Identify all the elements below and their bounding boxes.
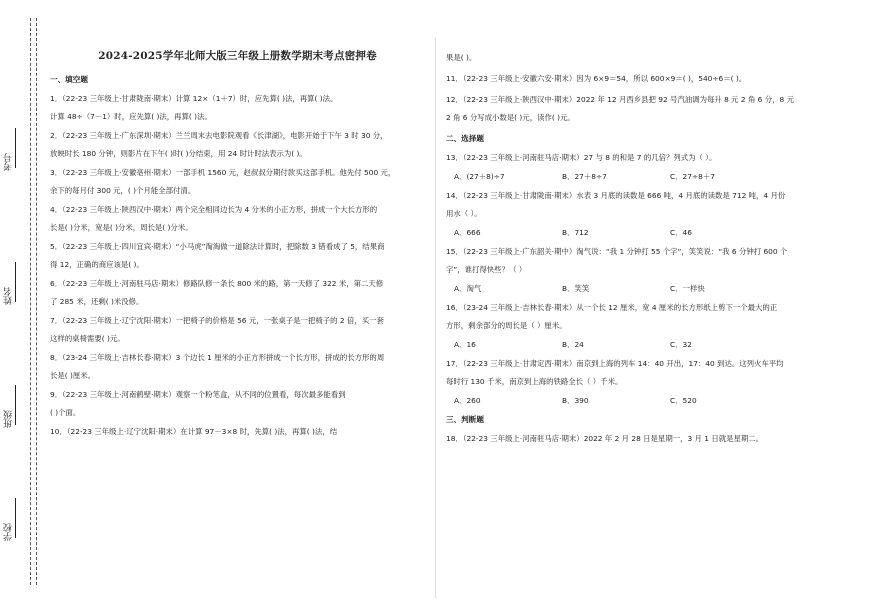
option-c: C．520 <box>670 396 697 405</box>
option-c: C．46 <box>670 228 692 237</box>
school-field: 学校 <box>4 498 24 541</box>
question-11: 11．（22-23 三年级上·安徽六安·期末）因为 6×9＝54，所以 600×9＝( )，540÷6＝( )。 <box>446 74 747 83</box>
option-b: B．笑笑 <box>562 284 590 293</box>
option-c: C．一样快 <box>670 284 705 293</box>
binding-line-dashed <box>30 18 31 585</box>
question-3: 3．（22-23 三年级上·安徽亳州·期末）一部手机 1560 元，赵叔叔分期付款买这部手机。他先付 500 元， 余下的每月付 300 元，( )个月能全部付清。 <box>50 168 396 195</box>
section-heading-true-false: 三、判断题 <box>446 415 484 424</box>
question-9: 9．（22-23 三年级上·河南鹤壁·期末）观察一个粉笔盒，从不同的位置看，每次最多能看到 ( )个面。 <box>50 390 346 417</box>
question-17-options <box>446 395 836 406</box>
question-14-options <box>446 227 836 238</box>
binding-line-dashed <box>36 18 37 585</box>
option-a: A．260 <box>454 396 481 405</box>
left-column <box>50 74 425 445</box>
question-15-options <box>446 283 836 294</box>
right-column <box>446 52 836 452</box>
page-title: 2024-2025学年北师大版三年级上册数学期末考点密押卷 <box>98 50 377 62</box>
question-13-options <box>446 171 836 182</box>
question-6: 6．（22-23 三年级上·河南驻马店·期末）修路队修一条长 800 米的路，第一天修了 322 米，第二天修 了 285 米，还剩( )米没修。 <box>50 279 384 306</box>
binding-margin <box>0 0 38 603</box>
column-divider <box>435 38 436 598</box>
question-15: 15．（22-23 三年级上·广东韶关·期中）淘气说：“我 1 分钟打 55 个字”，笑笑说：“我 6 分钟打 600 个 字”，谁打得快些？（ ） <box>446 247 788 274</box>
exam-number-field: 考号 <box>4 128 24 171</box>
option-a: A．16 <box>454 340 476 349</box>
question-8: 8．（23-24 三年级上·吉林长春·期末）3 个边长 1 厘米的小正方形拼成一个长方形，拼成的长方形的周 长是( )厘米。 <box>50 353 385 380</box>
option-b: B．24 <box>562 340 584 349</box>
option-c: C．32 <box>670 340 692 349</box>
question-16: 16．（23-24 三年级上·吉林长春·期末）从一个长 12 厘米，宽 4 厘米的长方形纸上剪下一个最大的正 方形，剩余部分的周长是（ ）厘米。 <box>446 303 778 330</box>
section-heading-fill-blank: 一、填空题 <box>50 75 88 84</box>
question-12: 12．（22-23 三年级上·陕西汉中·期末）2022 年 12 月西乡县把 92 号汽油调为每升 8 元 2 角 6 分，8 元 2 角 6 分写成小数是( )元，读作( )元。 <box>446 95 794 122</box>
option-b: B．27＋8÷7 <box>562 172 607 181</box>
option-a: A．(27＋8)÷7 <box>454 172 505 181</box>
option-b: B．712 <box>562 228 589 237</box>
option-b: B．390 <box>562 396 589 405</box>
question-10-continued: 果是( )。 <box>446 53 477 62</box>
name-field: 姓名 <box>4 262 24 305</box>
question-17: 17．（22-23 三年级上·甘肃定西·期末）南京到上海的列车 14：40 开出，17：40 到达。这列火车平均 每时行 130 千米，南京到上海的铁路全长（ ）千米。 <box>446 359 784 386</box>
question-16-options <box>446 339 836 350</box>
class-field: 班级 <box>4 385 24 428</box>
option-c: C．27÷8＋7 <box>670 172 715 181</box>
option-a: A．666 <box>454 228 481 237</box>
question-13: 13．（22-23 三年级上·河南驻马店·期末）27 与 8 的和是 7 的几倍？列式为（ ）。 <box>446 153 717 162</box>
question-7: 7．（22-23 三年级上·辽宁沈阳·期末）一把椅子的价格是 56 元，一张桌子是一把椅子的 2 倍，买一套 这样的桌椅需要( )元。 <box>50 316 384 343</box>
question-10: 10．（22-23 三年级上·辽宁沈阳·期末）在计算 97－3×8 时，先算( )法，再算( )法，结 <box>50 427 338 436</box>
question-2: 2．（22-23 三年级上·广东深圳·期末）兰兰周末去电影院观看《长津湖》，电影开始于下午 3 时 30 分， 放映时长 180 分钟，则影片在下午( )时( )分结束，用 24 时计时法表示为( )。 <box>50 131 388 158</box>
question-4: 4．（22-23 三年级上·陕西汉中·期末）两个完全相同边长为 4 分米的小正方形，拼成一个大长方形的 长是( )分米，宽是( )分米，周长是( )分米。 <box>50 205 378 232</box>
question-14: 14．（22-23 三年级上·甘肃陇南·期末）水表 3 月底的读数是 666 吨，4 月底的读数是 712 吨，4 月份 用水（ ）。 <box>446 191 786 218</box>
section-heading-choice: 二、选择题 <box>446 134 484 143</box>
option-a: A．淘气 <box>454 284 482 293</box>
question-5: 5．（22-23 三年级上·四川宜宾·期末）“小马虎”淘淘做一道除法计算时，把除数 3 错看成了 5，结果商 得 12，正确的商应该是( )。 <box>50 242 385 269</box>
question-1: 1．（22-23 三年级上·甘肃陇南·期末）计算 12×（1＋7）时，应先算( )法，再算( )法。 计算 48÷（7－1）时，应先算( )法，再算( )法。 <box>50 94 338 121</box>
question-18: 18．（22-23 三年级上·河南驻马店·期末）2022 年 2 月 28 日是星期一，3 月 1 日就是星期二。 <box>446 434 764 443</box>
